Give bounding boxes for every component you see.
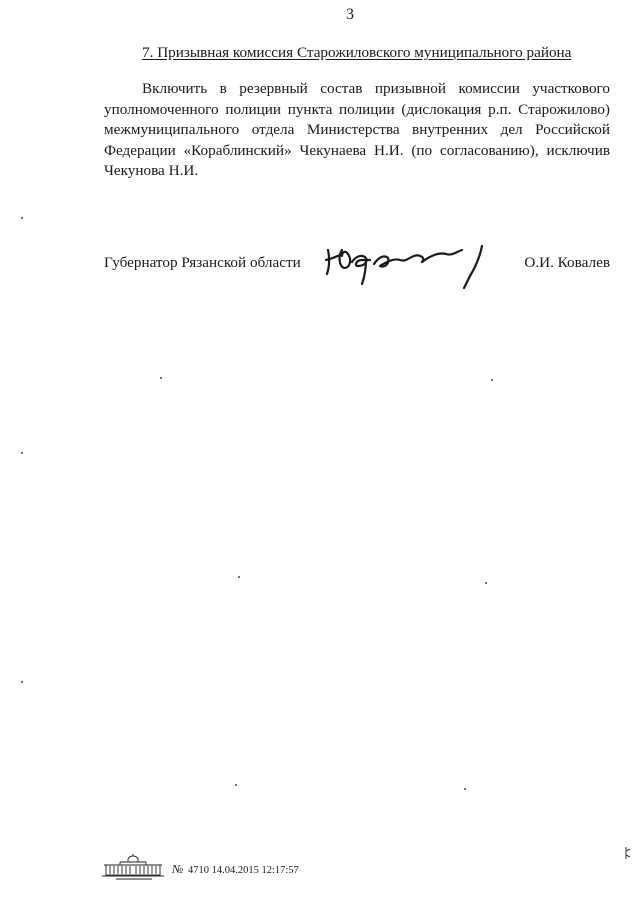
government-building-logo: [102, 853, 164, 881]
scan-speck: [21, 681, 23, 683]
margin-mark-icon: [624, 846, 632, 860]
scan-speck: [464, 788, 466, 790]
handwritten-signature: [322, 238, 492, 290]
signer-title: Губернатор Рязанской области: [104, 254, 301, 271]
signer-name: О.И. Ковалев: [524, 254, 610, 271]
scan-speck: [485, 582, 487, 584]
signature-block: [104, 240, 610, 300]
registration-stamp: [172, 862, 299, 877]
footer: [102, 853, 362, 883]
scan-speck: [235, 784, 237, 786]
page-number: 3: [346, 6, 354, 23]
scan-speck: [21, 452, 23, 454]
scan-speck: [491, 379, 493, 381]
scan-speck: [238, 576, 240, 578]
number-sign: №: [172, 862, 184, 876]
document-number: 4710: [187, 865, 209, 876]
section-heading: 7. Призывная комиссия Старожиловского муниципального района: [142, 44, 572, 61]
scan-speck: [160, 377, 162, 379]
body-paragraph: Включить в резервный состав призывной комиссии участкового уполномоченного полиции пункта полиции (дислокация р.п. Старожилово) межмуниципального отдела Министерства внутренних дел Российской Федерации «Кораблинский» Чекунаева Н.И. (по согласованию), исключив Чекунова Н.И.: [104, 80, 610, 179]
stamp-timestamp: 14.04.2015 12:17:57: [211, 865, 299, 876]
scan-speck: [21, 217, 23, 219]
